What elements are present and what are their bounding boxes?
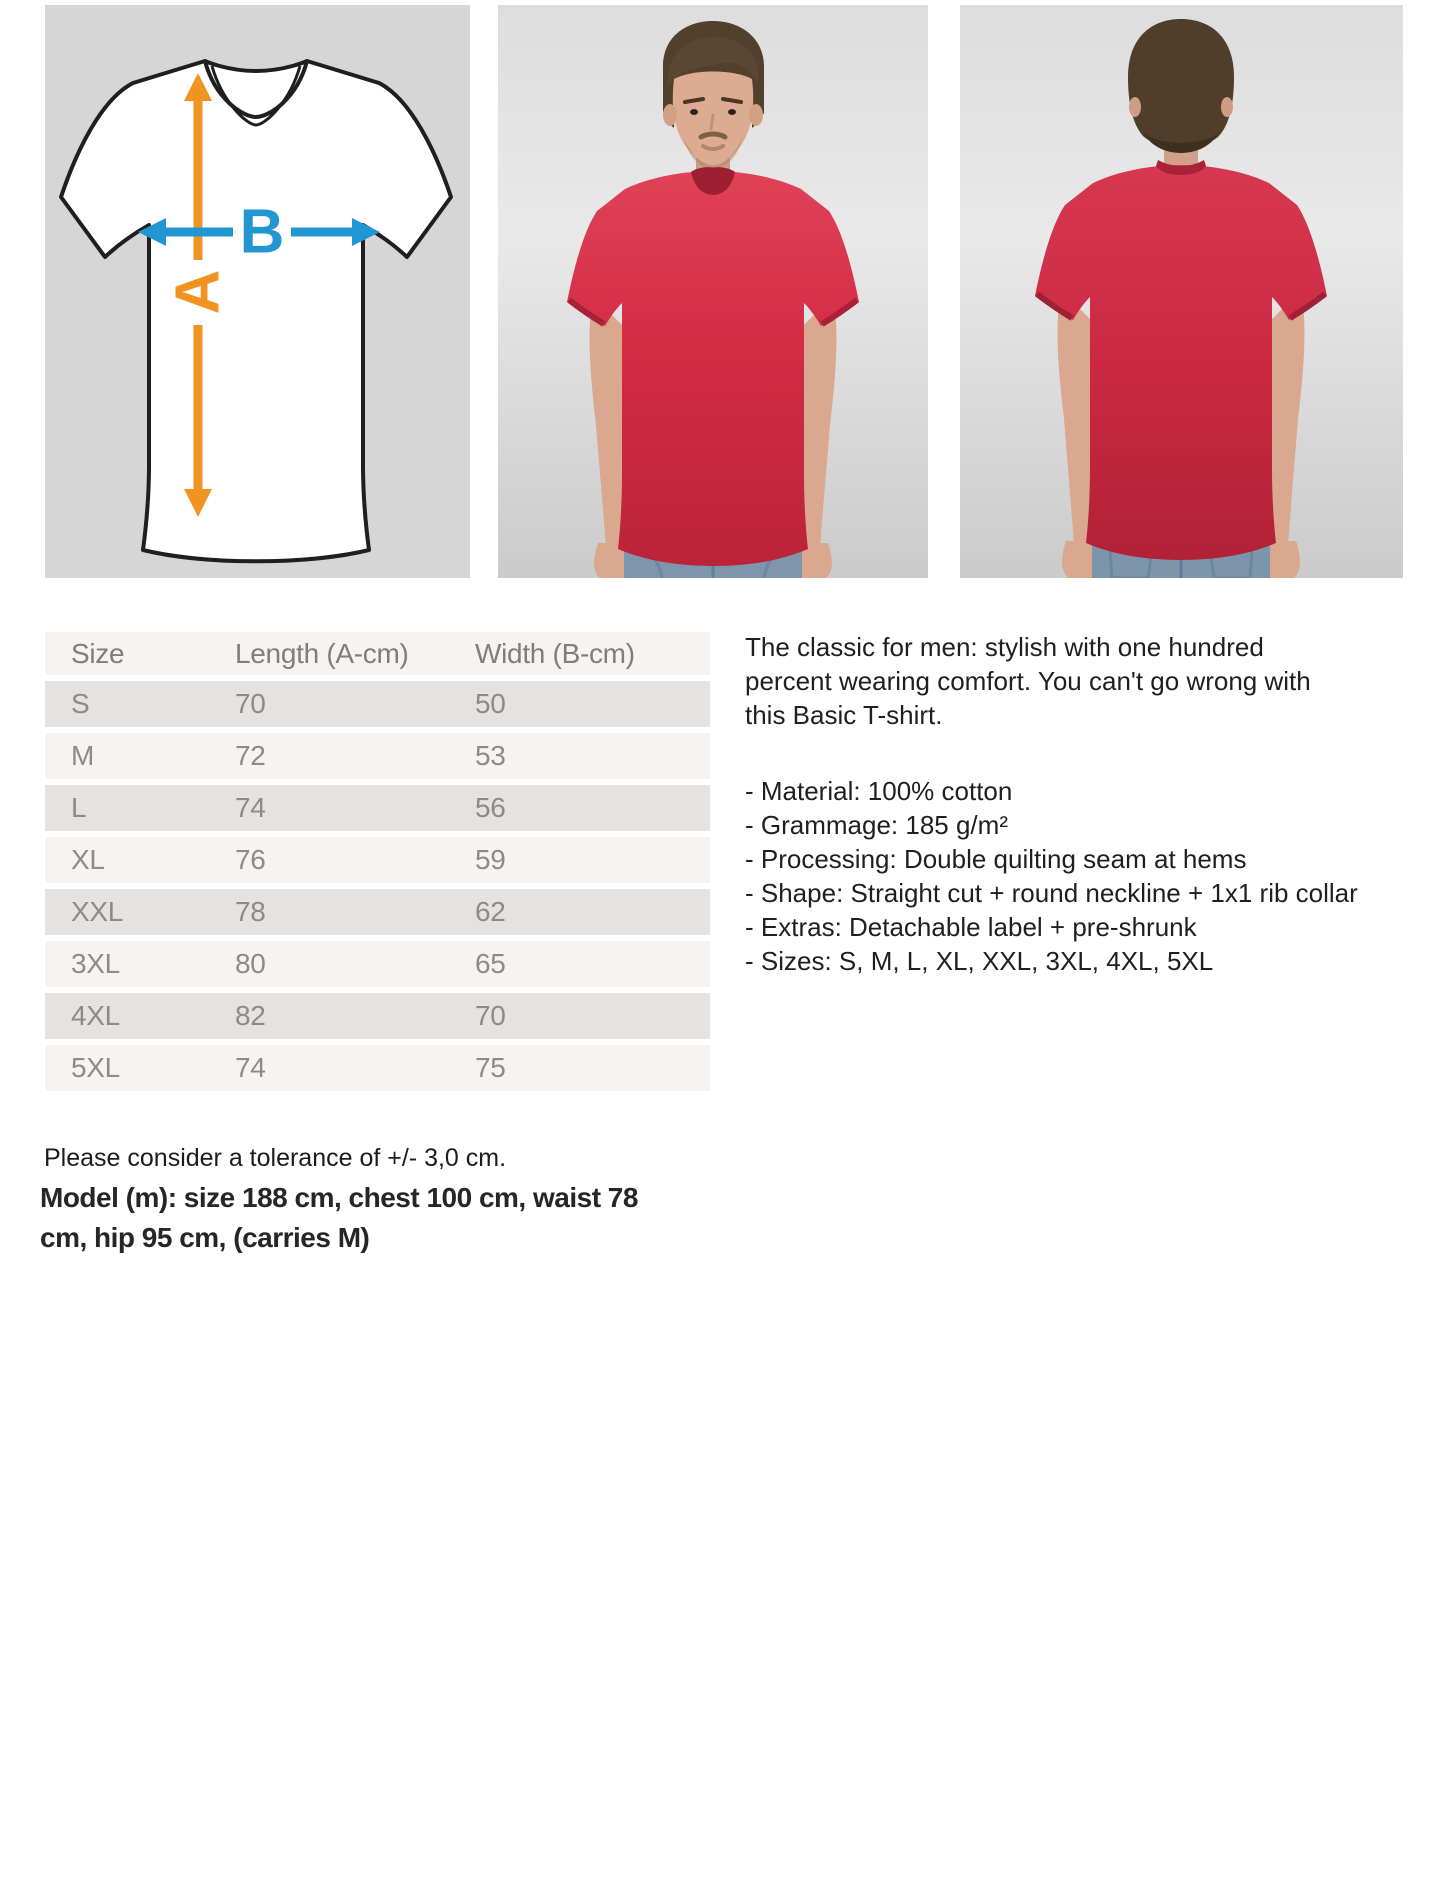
cell-size: XXL: [71, 896, 124, 927]
description-intro: [745, 630, 1405, 732]
description-line: The classic for men: stylish with one hundred: [745, 632, 1264, 662]
left-ear: [1129, 97, 1141, 117]
table-row: [45, 941, 710, 987]
cell-length: 80: [235, 948, 266, 979]
table-row: [45, 681, 710, 727]
cell-width: 59: [475, 844, 506, 875]
cell-length: 82: [235, 1000, 266, 1031]
size-table: [45, 632, 710, 1097]
left-ear: [663, 104, 677, 126]
column-header-width: Width (B-cm): [475, 637, 635, 669]
tolerance-note: Please consider a tolerance of +/- 3,0 cm.: [44, 1144, 507, 1172]
table-row: [45, 733, 710, 779]
description-bullet: - Sizes: S, M, L, XL, XXL, 3XL, 4XL, 5XL: [745, 946, 1214, 976]
cell-size: XL: [71, 844, 105, 875]
right-ear: [749, 104, 763, 126]
cell-width: 70: [475, 1000, 506, 1031]
cell-size: 4XL: [71, 1000, 120, 1031]
cell-width: 53: [475, 740, 506, 771]
cell-width: 75: [475, 1052, 506, 1083]
measurement-diagram-panel: [45, 5, 470, 578]
description-bullet: - Shape: Straight cut + round neckline + 1x1 rib collar: [745, 878, 1358, 908]
cell-width: 56: [475, 792, 506, 823]
cell-length: 78: [235, 896, 266, 927]
cell-length: 76: [235, 844, 266, 875]
column-header-length: Length (A-cm): [235, 637, 409, 669]
description-bullet: - Extras: Detachable label + pre-shrunk: [745, 912, 1197, 942]
description-bullet: - Material: 100% cotton: [745, 776, 1013, 806]
right-ear: [1221, 97, 1233, 117]
cell-width: 50: [475, 688, 506, 719]
description-line: this Basic T-shirt.: [745, 700, 943, 730]
tshirt-outline: [61, 61, 451, 561]
cell-size: 3XL: [71, 948, 120, 979]
model-measurements-line: Model (m): size 188 cm, chest 100 cm, waist 78: [40, 1182, 638, 1213]
cell-length: 74: [235, 792, 266, 823]
cell-length: 74: [235, 1052, 266, 1083]
cell-size: S: [71, 688, 90, 719]
description-line: percent wearing comfort. You can't go wrong with: [745, 666, 1311, 696]
cell-width: 65: [475, 948, 506, 979]
cell-size: L: [71, 792, 87, 823]
product-description: [745, 630, 1405, 978]
table-row: [45, 993, 710, 1039]
description-bullets: [745, 774, 1405, 978]
table-row: [45, 889, 710, 935]
model-back-photo: [960, 5, 1403, 578]
description-bullet: - Processing: Double quilting seam at hems: [745, 844, 1247, 874]
model-measurements-line: cm, hip 95 cm, (carries M): [40, 1222, 370, 1253]
model-front-illustration: [498, 5, 928, 578]
cell-width: 62: [475, 896, 506, 927]
tshirt-measurement-diagram: [45, 5, 470, 578]
table-row: [45, 785, 710, 831]
cell-length: 72: [235, 740, 266, 771]
table-row: [45, 837, 710, 883]
model-front-photo: [498, 5, 928, 578]
size-table-header: [45, 632, 710, 675]
label-b: B: [239, 197, 285, 267]
cell-size: 5XL: [71, 1052, 120, 1083]
description-bullet: - Grammage: 185 g/m²: [745, 810, 1008, 840]
footer-notes: [40, 1142, 638, 1258]
column-header-size: Size: [71, 637, 125, 669]
size-table-body: [45, 681, 710, 1091]
model-measurements: [40, 1178, 638, 1258]
label-a: A: [163, 269, 233, 315]
hair-back-of-head: [1128, 19, 1234, 149]
cell-size: M: [71, 740, 95, 771]
model-back-illustration: [960, 5, 1403, 578]
cell-length: 70: [235, 688, 266, 719]
table-row: [45, 1045, 710, 1091]
